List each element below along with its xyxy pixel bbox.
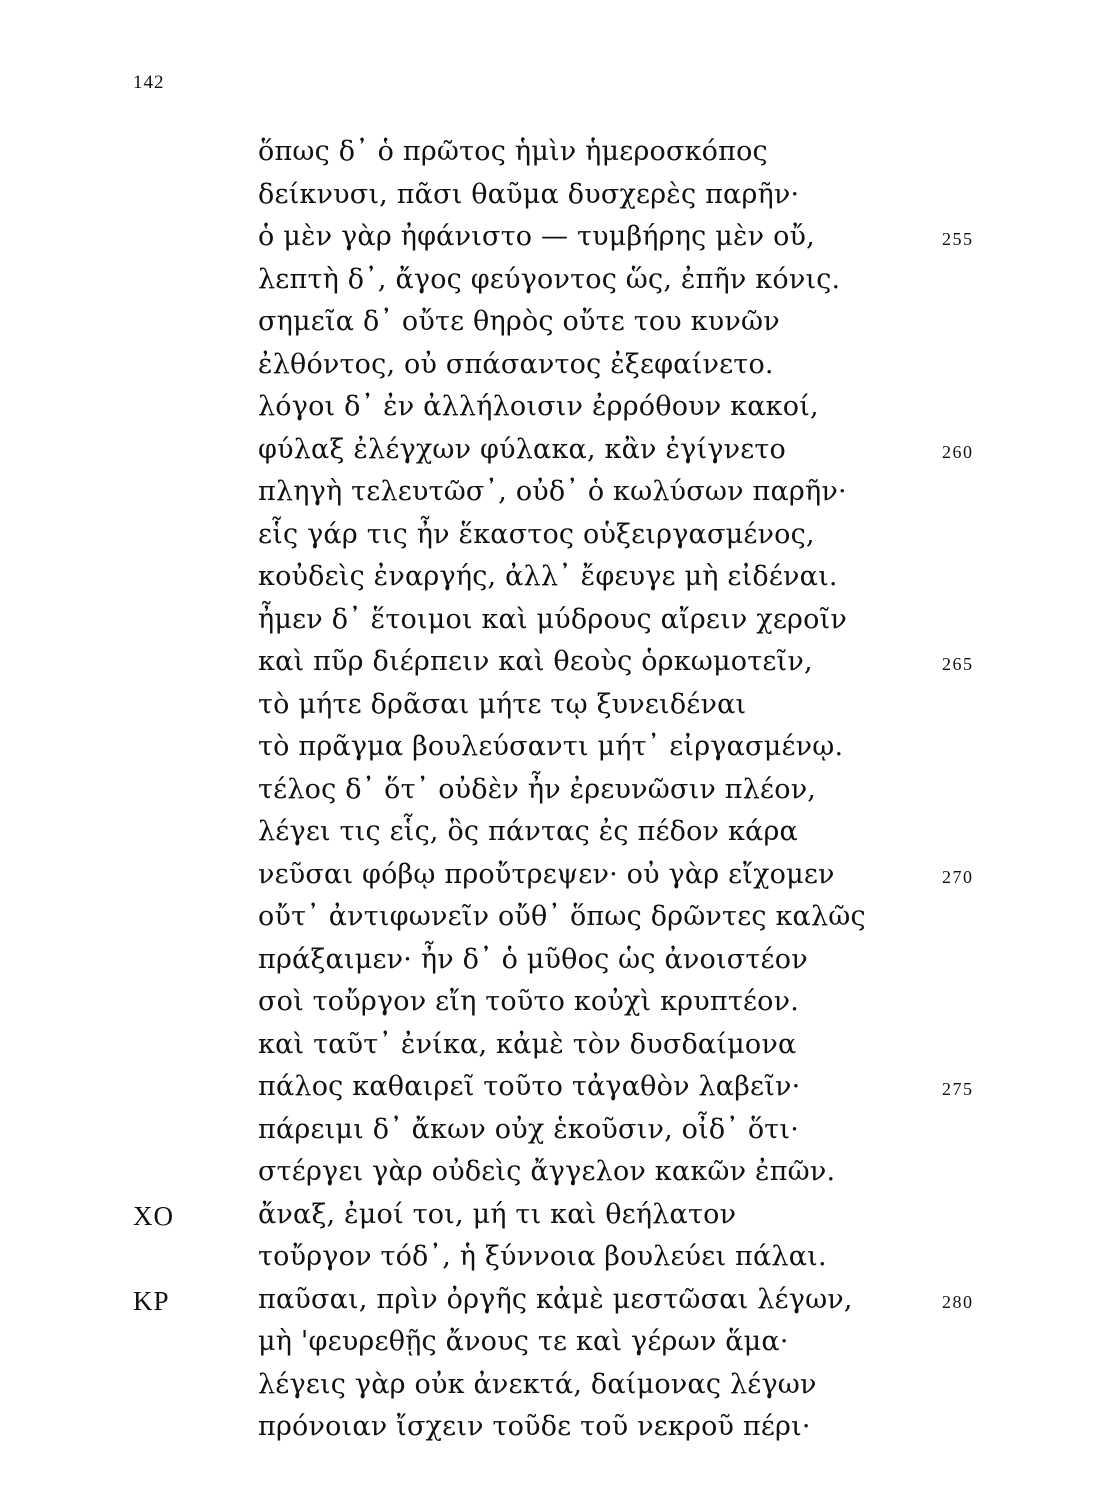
verse-text: λόγοι δ᾽ ἐν ἀλλήλοισιν ἐρρόθουν κακοί,: [258, 391, 819, 422]
line-number: 255: [942, 229, 974, 249]
verse-text: παῦσαι, πρὶν ὀργῆς κἀμὲ μεστῶσαι λέγων,: [258, 1283, 853, 1315]
verse-line: [0, 1326, 1111, 1369]
verse-text: πάρειμι δ᾽ ἄκων οὐχ ἑκοῦσιν, οἶδ᾽ ὅτι·: [258, 1113, 799, 1145]
verse-text: μὴ 'φευρεθῇς ἄνους τε καὶ γέρων ἅμα·: [258, 1326, 789, 1357]
verse-line: [0, 264, 1111, 307]
verse-line: [0, 1411, 1111, 1454]
verse-text: ὅπως δ᾽ ὁ πρῶτος ἡμὶν ἡμεροσκόπος: [258, 136, 768, 167]
verse-text: πληγὴ τελευτῶσ᾽, οὐδ᾽ ὁ κωλύσων παρῆν·: [258, 476, 847, 507]
speaker-label: ΚΡ: [133, 1285, 170, 1316]
verse-line: [0, 944, 1111, 987]
verse-line: [0, 646, 1111, 689]
verse-line: [0, 689, 1111, 732]
verse-line: [0, 1156, 1111, 1199]
line-number: 265: [942, 654, 974, 674]
verse-text: καὶ πῦρ διέρπειν καὶ θεοὺς ὁρκωμοτεῖν,: [258, 646, 813, 677]
verse-line: [0, 986, 1111, 1029]
verse-line: [0, 349, 1111, 392]
verse-text: ἦμεν δ᾽ ἕτοιμοι καὶ μύδρους αἴρειν χεροῖν: [258, 603, 847, 635]
verse-text: τοὔργον τόδ᾽, ἡ ξύννοια βουλεύει πάλαι.: [258, 1241, 827, 1272]
verse-line: [0, 179, 1111, 222]
verse-line: [0, 1241, 1111, 1284]
verse-line: [0, 859, 1111, 902]
verse-line: [0, 519, 1111, 562]
verse-line: [0, 476, 1111, 519]
verse-text: εἷς γάρ τις ἦν ἕκαστος οὑξειργασμένος,: [258, 518, 815, 550]
verse-text: σοὶ τοὔργον εἴη τοῦτο κοὐχὶ κρυπτέον.: [258, 986, 799, 1017]
verse-line: [0, 391, 1111, 434]
verse-text: πρόνοιαν ἴσχειν τοῦδε τοῦ νεκροῦ πέρι·: [258, 1411, 811, 1442]
verse-text: καὶ ταῦτ᾽ ἐνίκα, κἀμὲ τὸν δυσδαίμονα: [258, 1028, 797, 1060]
verse-line: [0, 136, 1111, 179]
verse-text: λεπτὴ δ᾽, ἄγος φεύγοντος ὥς, ἐπῆν κόνις.: [258, 263, 841, 295]
verse-text: τὸ πρᾶγμα βουλεύσαντι μήτ᾽ εἰργασμένῳ.: [258, 731, 844, 762]
verse-text: ἄναξ, ἐμοί τοι, μή τι καὶ θεήλατον: [258, 1198, 737, 1230]
verse-line: [0, 901, 1111, 944]
verse-text: πράξαιμεν· ἦν δ᾽ ὁ μῦθος ὡς ἀνοιστέον: [258, 943, 808, 975]
verse-text: σημεῖα δ᾽ οὔτε θηρὸς οὔτε του κυνῶν: [258, 306, 780, 337]
speaker-label: ΧΟ: [133, 1200, 174, 1231]
verse-line: [0, 604, 1111, 647]
verse-text: ἐλθόντος, οὐ σπάσαντος ἐξεφαίνετο.: [258, 348, 774, 380]
verse-line: [0, 1199, 1111, 1242]
line-number: 270: [942, 866, 974, 887]
verse-text: στέργει γὰρ οὐδεὶς ἄγγελον κακῶν ἐπῶν.: [258, 1156, 836, 1187]
verse-text: φύλαξ ἐλέγχων φύλακα, κἂν ἐγίγνετο: [258, 433, 787, 465]
verse-text: τὸ μήτε δρᾶσαι μήτε τῳ ξυνειδέναι: [258, 688, 747, 720]
verse-line: [0, 1369, 1111, 1412]
verse-line: [0, 731, 1111, 774]
verse-text: κοὐδεὶς ἐναργής, ἀλλ᾽ ἔφευγε μὴ εἰδέναι.: [258, 561, 838, 592]
verse-text: λέγεις γὰρ οὐκ ἀνεκτά, δαίμονας λέγων: [258, 1368, 817, 1400]
verse-text: τέλος δ᾽ ὅτ᾽ οὐδὲν ἦν ἐρευνῶσιν πλέον,: [258, 773, 817, 805]
verse-text: ὁ μὲν γὰρ ἠφάνιστο — τυμβήρης μὲν οὔ,: [258, 221, 815, 252]
verse-block: [0, 136, 1111, 1454]
verse-line: [0, 434, 1111, 477]
page-number: 142: [133, 72, 165, 93]
verse-line: [0, 306, 1111, 349]
verse-line: [0, 1284, 1111, 1327]
verse-text: οὔτ᾽ ἀντιφωνεῖν οὔθ᾽ ὅπως δρῶντες καλῶς: [258, 901, 866, 932]
verse-line: [0, 1114, 1111, 1157]
verse-line: [0, 774, 1111, 817]
verse-line: [0, 221, 1111, 264]
verse-text: νεῦσαι φόβῳ προὔτρεψεν· οὐ γὰρ εἴχομεν: [258, 858, 835, 890]
verse-line: [0, 561, 1111, 604]
verse-text: δείκνυσι, πᾶσι θαῦμα δυσχερὲς παρῆν·: [258, 178, 800, 210]
verse-text: λέγει τις εἷς, ὃς πάντας ἐς πέδον κάρα: [258, 816, 798, 847]
verse-line: [0, 1029, 1111, 1072]
verse-line: [0, 816, 1111, 859]
verse-text: πάλος καθαιρεῖ τοῦτο τἀγαθὸν λαβεῖν·: [258, 1071, 801, 1102]
line-number: 280: [942, 1291, 974, 1312]
line-number: 260: [942, 441, 974, 462]
verse-line: [0, 1071, 1111, 1114]
line-number: 275: [942, 1079, 974, 1099]
